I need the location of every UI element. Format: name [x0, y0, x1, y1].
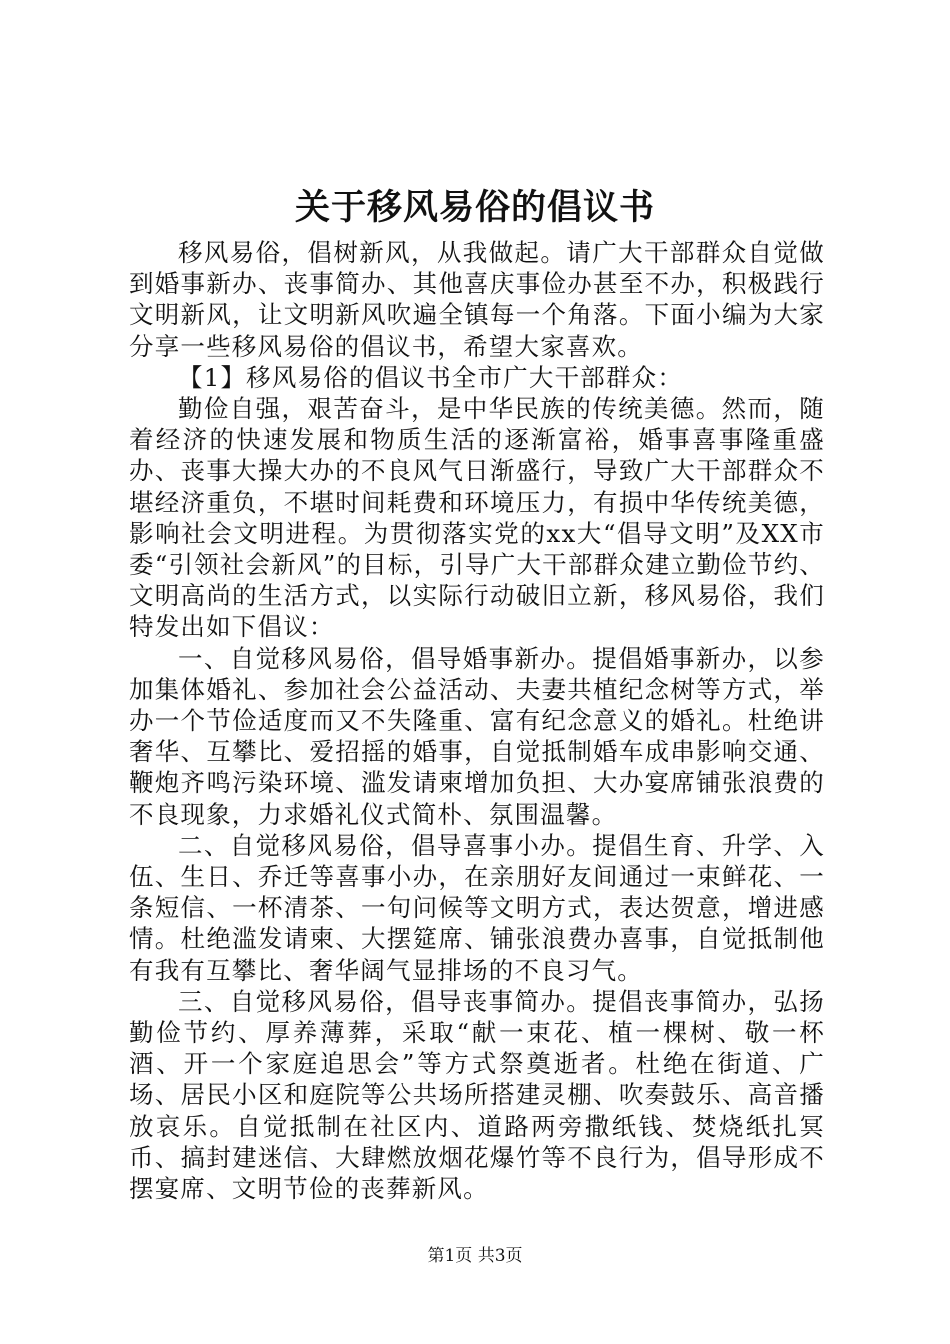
background-paragraph: 勤俭自强，艰苦奋斗，是中华民族的传统美德。然而，随着经济的快速发展和物质生活的逐渐富裕，婚事喜事隆重盛办、丧事大操大办的不良风气日渐盛行，导致广大干部群众不堪经济重负，不堪时间耗费和环境压力，有损中华传统美德，影响社会文明进程。为贯彻落实党的xx大“倡导文明”及XX市委“引领社会新风”的目标，引导广大干部群众建立勤俭节约、文明高尚的生活方式，以实际行动破旧立新，移风易俗，我们特发出如下倡议： — [129, 394, 825, 642]
proposal-wedding-paragraph: 一、自觉移风易俗，倡导婚事新办。提倡婚事新办，以参加集体婚礼、参加社会公益活动、夫妻共植纪念树等方式，举办一个节俭适度而又不失隆重、富有纪念意义的婚礼。杜绝讲奢华、互攀比、爱招摇的婚事，自觉抵制婚车成串影响交通、鞭炮齐鸣污染环境、滥发请柬增加负担、大办宴席铺张浪费的不良现象，力求婚礼仪式简朴、氛围温馨。 — [129, 643, 825, 829]
section-heading: 【1】移风易俗的倡议书全市广大干部群众： — [178, 362, 684, 392]
document-title: 关于移风易俗的倡议书 — [294, 187, 655, 228]
proposal-celebration-paragraph: 二、自觉移风易俗，倡导喜事小办。提倡生育、升学、入伍、生日、乔迁等喜事小办，在亲朋好友间通过一束鲜花、一条短信、一杯清茶、一句问候等文明方式，表达贺意，增进感情。杜绝滥发请柬、大摆筵席、铺张浪费办喜事，自觉抵制他有我有互攀比、奢华阔气显排场的不良习气。 — [129, 830, 825, 985]
intro-paragraph: 移风易俗，倡树新风，从我做起。请广大干部群众自觉做到婚事新办、丧事简办、其他喜庆事俭办甚至不办，积极践行文明新风，让文明新风吹遍全镇每一个角落。下面小编为大家分享一些移风易俗的倡议书，希望大家喜欢。 — [129, 238, 825, 361]
page-number-footer: 第1页 共3页 — [427, 1246, 523, 1266]
proposal-funeral-paragraph: 三、自觉移风易俗，倡导丧事简办。提倡丧事简办，弘扬勤俭节约、厚养薄葬，采取“献一束花、植一棵树、敬一杯酒、开一个家庭追思会”等方式祭奠逝者。杜绝在街道、广场、居民小区和庭院等公共场所搭建灵棚、吹奏鼓乐、高音播放哀乐。自觉抵制在社区内、道路两旁撒纸钱、焚烧纸扎冥币、搞封建迷信、大肆燃放烟花爆竹等不良行为，倡导形成不摆宴席、文明节俭的丧葬新风。 — [129, 986, 825, 1204]
document-body — [129, 237, 825, 1204]
